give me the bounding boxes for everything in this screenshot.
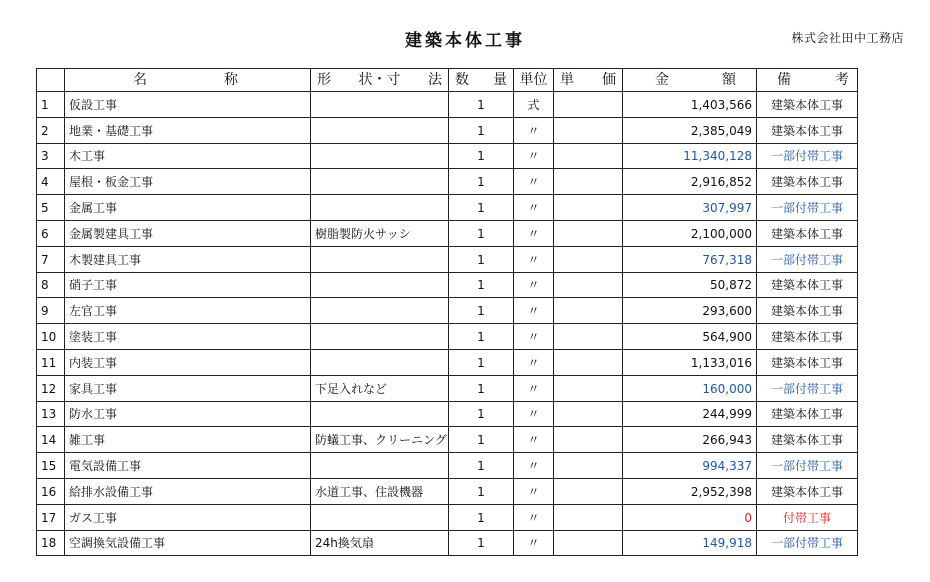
item-unit: 〃 <box>514 169 554 195</box>
table-row <box>37 246 858 272</box>
table-row <box>37 427 858 453</box>
item-unit: 〃 <box>514 530 554 556</box>
table-row <box>37 375 858 401</box>
table-row <box>37 453 858 479</box>
item-amount: 1,403,566 <box>623 92 757 118</box>
table-row <box>37 220 858 246</box>
header-spec-part: 状・寸 <box>358 72 401 88</box>
cost-breakdown-table <box>36 68 858 556</box>
item-amount: 307,997 <box>623 195 757 221</box>
row-number: 10 <box>37 324 65 350</box>
item-spec <box>311 272 449 298</box>
item-amount: 244,999 <box>623 401 757 427</box>
item-amount: 2,385,049 <box>623 117 757 143</box>
item-unit-price <box>554 272 623 298</box>
row-number: 4 <box>37 169 65 195</box>
item-quantity: 1 <box>449 324 514 350</box>
item-spec <box>311 453 449 479</box>
item-unit: 〃 <box>514 195 554 221</box>
row-number: 3 <box>37 143 65 169</box>
item-name: 地業・基礎工事 <box>65 117 311 143</box>
item-unit: 〃 <box>514 427 554 453</box>
item-name: 防水工事 <box>65 401 311 427</box>
item-name: 給排水設備工事 <box>65 478 311 504</box>
item-spec <box>311 143 449 169</box>
row-number: 8 <box>37 272 65 298</box>
row-number: 13 <box>37 401 65 427</box>
item-note: 一部付帯工事 <box>757 195 858 221</box>
table-row <box>37 298 858 324</box>
item-quantity: 1 <box>449 169 514 195</box>
item-unit: 〃 <box>514 375 554 401</box>
header-unit: 単位 <box>514 69 554 92</box>
item-spec <box>311 246 449 272</box>
item-name: 内装工事 <box>65 349 311 375</box>
item-unit: 式 <box>514 92 554 118</box>
item-unit: 〃 <box>514 117 554 143</box>
item-quantity: 1 <box>449 453 514 479</box>
item-spec <box>311 324 449 350</box>
item-name: 屋根・板金工事 <box>65 169 311 195</box>
table-row <box>37 349 858 375</box>
row-number: 16 <box>37 478 65 504</box>
item-unit-price <box>554 195 623 221</box>
item-spec: 水道工事、住設機器 <box>311 478 449 504</box>
item-amount: 2,952,398 <box>623 478 757 504</box>
item-amount: 2,100,000 <box>623 220 757 246</box>
item-quantity: 1 <box>449 117 514 143</box>
item-quantity: 1 <box>449 298 514 324</box>
item-quantity: 1 <box>449 195 514 221</box>
item-note: 一部付帯工事 <box>757 453 858 479</box>
item-unit-price <box>554 530 623 556</box>
item-note: 建築本体工事 <box>757 298 858 324</box>
row-number: 6 <box>37 220 65 246</box>
header-qty-part: 量 <box>493 72 507 88</box>
item-name: 雑工事 <box>65 427 311 453</box>
item-spec <box>311 349 449 375</box>
table-row <box>37 169 858 195</box>
row-number: 2 <box>37 117 65 143</box>
item-name: 金属工事 <box>65 195 311 221</box>
header-amount <box>623 69 757 92</box>
header-note <box>757 69 858 92</box>
item-unit: 〃 <box>514 478 554 504</box>
table-row <box>37 272 858 298</box>
table-header-row <box>37 69 858 92</box>
item-note: 付帯工事 <box>757 504 858 530</box>
item-unit-price <box>554 169 623 195</box>
item-note: 建築本体工事 <box>757 324 858 350</box>
row-number: 15 <box>37 453 65 479</box>
item-amount: 160,000 <box>623 375 757 401</box>
item-unit-price <box>554 324 623 350</box>
item-quantity: 1 <box>449 272 514 298</box>
item-unit-price <box>554 117 623 143</box>
table-row <box>37 530 858 556</box>
item-amount: 11,340,128 <box>623 143 757 169</box>
header-name-part: 称 <box>224 72 238 88</box>
item-quantity: 1 <box>449 143 514 169</box>
row-number: 18 <box>37 530 65 556</box>
company-name: 株式会社田中工務店 <box>791 31 904 45</box>
item-name: 電気設備工事 <box>65 453 311 479</box>
item-quantity: 1 <box>449 92 514 118</box>
item-unit: 〃 <box>514 324 554 350</box>
item-name: 木製建具工事 <box>65 246 311 272</box>
item-name: ガス工事 <box>65 504 311 530</box>
header-spec-part: 形 <box>317 72 331 88</box>
item-unit-price <box>554 504 623 530</box>
item-spec <box>311 504 449 530</box>
item-name: 左官工事 <box>65 298 311 324</box>
item-note: 建築本体工事 <box>757 401 858 427</box>
item-quantity: 1 <box>449 401 514 427</box>
item-name: 家具工事 <box>65 375 311 401</box>
table-row <box>37 401 858 427</box>
item-note: 一部付帯工事 <box>757 246 858 272</box>
item-quantity: 1 <box>449 504 514 530</box>
item-note: 建築本体工事 <box>757 220 858 246</box>
item-unit: 〃 <box>514 504 554 530</box>
row-number: 17 <box>37 504 65 530</box>
header-qty <box>449 69 514 92</box>
item-note: 建築本体工事 <box>757 117 858 143</box>
row-number: 1 <box>37 92 65 118</box>
item-note: 建築本体工事 <box>757 478 858 504</box>
item-quantity: 1 <box>449 478 514 504</box>
item-amount: 293,600 <box>623 298 757 324</box>
item-quantity: 1 <box>449 530 514 556</box>
table-row <box>37 195 858 221</box>
row-number: 14 <box>37 427 65 453</box>
item-name: 木工事 <box>65 143 311 169</box>
item-unit-price <box>554 375 623 401</box>
header-note-part: 備 <box>777 72 791 88</box>
item-amount: 564,900 <box>623 324 757 350</box>
item-unit: 〃 <box>514 453 554 479</box>
table-row <box>37 324 858 350</box>
item-quantity: 1 <box>449 427 514 453</box>
item-unit: 〃 <box>514 143 554 169</box>
table-row <box>37 504 858 530</box>
item-note: 一部付帯工事 <box>757 530 858 556</box>
item-amount: 767,318 <box>623 246 757 272</box>
item-spec <box>311 195 449 221</box>
item-unit: 〃 <box>514 246 554 272</box>
item-note: 建築本体工事 <box>757 427 858 453</box>
item-note: 建築本体工事 <box>757 92 858 118</box>
header-price <box>554 69 623 92</box>
item-unit: 〃 <box>514 401 554 427</box>
row-number: 11 <box>37 349 65 375</box>
item-name: 金属製建具工事 <box>65 220 311 246</box>
item-quantity: 1 <box>449 220 514 246</box>
header-note-part: 考 <box>835 72 849 88</box>
row-number: 12 <box>37 375 65 401</box>
item-name: 仮設工事 <box>65 92 311 118</box>
row-number: 7 <box>37 246 65 272</box>
item-spec: 防蟻工事、クリーニング <box>311 427 449 453</box>
item-unit-price <box>554 298 623 324</box>
header-price-part: 価 <box>602 72 616 88</box>
item-note: 建築本体工事 <box>757 169 858 195</box>
header-spec-part: 法 <box>428 72 442 88</box>
row-number: 9 <box>37 298 65 324</box>
item-unit: 〃 <box>514 272 554 298</box>
item-unit-price <box>554 220 623 246</box>
table-row <box>37 117 858 143</box>
header-amount-part: 金 <box>655 72 669 88</box>
header-no <box>37 69 65 92</box>
item-amount: 2,916,852 <box>623 169 757 195</box>
row-number: 5 <box>37 195 65 221</box>
item-spec <box>311 298 449 324</box>
table-row <box>37 478 858 504</box>
item-spec: 下足入れなど <box>311 375 449 401</box>
item-unit-price <box>554 246 623 272</box>
item-amount: 149,918 <box>623 530 757 556</box>
item-note: 一部付帯工事 <box>757 375 858 401</box>
item-note: 建築本体工事 <box>757 272 858 298</box>
item-unit-price <box>554 349 623 375</box>
header-price-part: 単 <box>560 72 574 88</box>
item-note: 一部付帯工事 <box>757 143 858 169</box>
table-row <box>37 143 858 169</box>
item-unit: 〃 <box>514 220 554 246</box>
item-unit-price <box>554 401 623 427</box>
item-name: 塗装工事 <box>65 324 311 350</box>
item-quantity: 1 <box>449 375 514 401</box>
item-name: 空調換気設備工事 <box>65 530 311 556</box>
header-amount-part: 額 <box>722 72 736 88</box>
item-amount: 1,133,016 <box>623 349 757 375</box>
item-spec <box>311 117 449 143</box>
item-unit-price <box>554 427 623 453</box>
item-quantity: 1 <box>449 246 514 272</box>
item-spec: 24h換気扇 <box>311 530 449 556</box>
item-amount: 0 <box>623 504 757 530</box>
header-name-part: 名 <box>133 72 147 88</box>
item-spec <box>311 92 449 118</box>
header-spec <box>311 69 449 92</box>
item-unit: 〃 <box>514 349 554 375</box>
header-name <box>65 69 311 92</box>
item-note: 建築本体工事 <box>757 349 858 375</box>
item-name: 硝子工事 <box>65 272 311 298</box>
table-row <box>37 92 858 118</box>
item-unit-price <box>554 453 623 479</box>
document-title: 建築本体工事 <box>405 31 525 51</box>
item-unit: 〃 <box>514 298 554 324</box>
item-amount: 266,943 <box>623 427 757 453</box>
header-qty-part: 数 <box>455 72 469 88</box>
item-quantity: 1 <box>449 349 514 375</box>
item-amount: 50,872 <box>623 272 757 298</box>
item-spec <box>311 401 449 427</box>
item-unit-price <box>554 143 623 169</box>
item-unit-price <box>554 478 623 504</box>
item-amount: 994,337 <box>623 453 757 479</box>
item-spec <box>311 169 449 195</box>
item-unit-price <box>554 92 623 118</box>
item-spec: 樹脂製防火サッシ <box>311 220 449 246</box>
